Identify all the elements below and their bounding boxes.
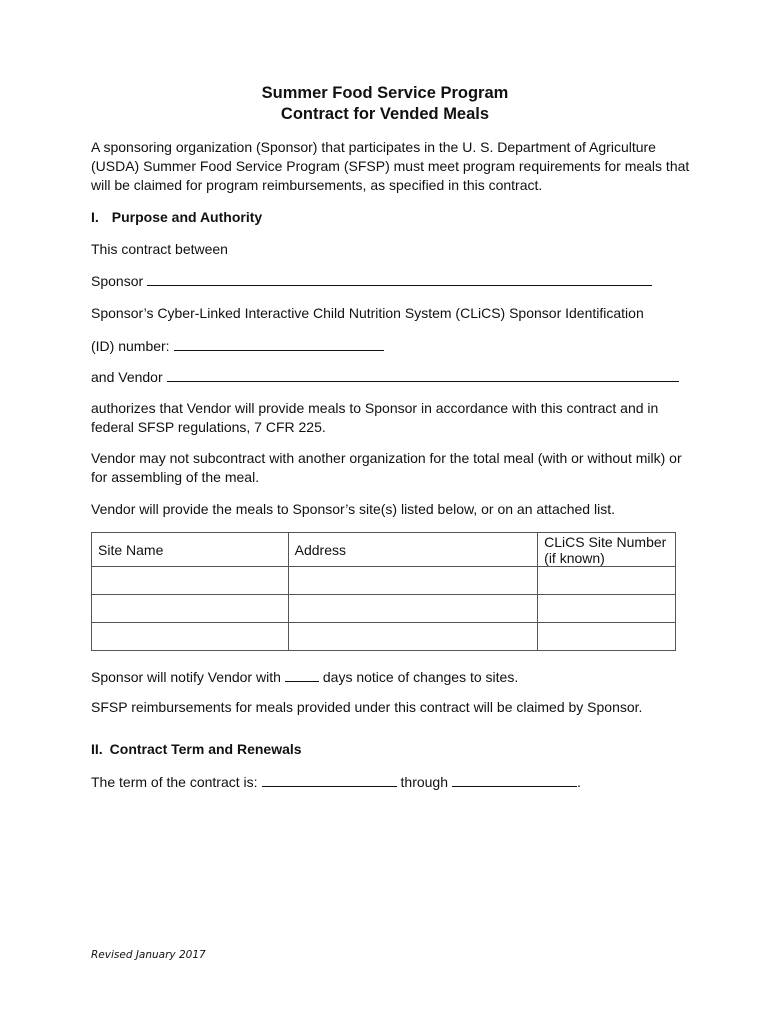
- contract-between-text: This contract between: [91, 241, 228, 257]
- section-1-heading: [91, 208, 691, 227]
- reimbursement-text: SFSP reimbursements for meals provided under this contract will be claimed by Sponsor.: [91, 699, 643, 715]
- address-cell[interactable]: [288, 623, 538, 651]
- document-title: Summer Food Service Program: [261, 84, 509, 102]
- section-2-title: Contract Term and Renewals: [109, 741, 302, 757]
- site-name-cell[interactable]: [92, 595, 289, 623]
- revision-footer: Revised January 2017: [91, 949, 206, 961]
- table-row: [92, 623, 676, 651]
- clics-number-cell[interactable]: [538, 623, 676, 651]
- notice-days-field[interactable]: [285, 667, 319, 682]
- term-line: [91, 772, 581, 792]
- section-1-number: I.: [91, 209, 99, 225]
- clics-number-cell[interactable]: [538, 567, 676, 595]
- site-name-cell[interactable]: [92, 623, 289, 651]
- sponsor-id-field[interactable]: [174, 336, 384, 351]
- section-2-number: II.: [91, 741, 103, 757]
- sites-intro-text: Vendor will provide the meals to Sponsor’s site(s) listed below, or on an attached list.: [91, 501, 615, 517]
- sponsor-label: Sponsor: [91, 273, 144, 289]
- site-name-cell[interactable]: [92, 567, 289, 595]
- header-clics-site-number: CLiCS Site Number (if known): [538, 533, 676, 567]
- notify-prefix: Sponsor will notify Vendor with: [91, 669, 281, 685]
- section-1-title: Purpose and Authority: [111, 209, 263, 225]
- term-through-label: through: [400, 774, 448, 790]
- header-site-name: Site Name: [92, 533, 289, 567]
- clics-text: Sponsor’s Cyber-Linked Interactive Child Nutrition System (CLiCS) Sponsor Identification: [91, 305, 644, 321]
- sponsor-id-label: (ID) number:: [91, 338, 170, 354]
- vendor-label: and Vendor: [91, 369, 163, 385]
- term-end-field[interactable]: [452, 772, 577, 787]
- sponsor-id-line: [91, 336, 384, 356]
- term-period: .: [577, 774, 581, 790]
- document-subtitle: Contract for Vended Meals: [280, 105, 490, 123]
- address-cell[interactable]: [288, 595, 538, 623]
- sites-table-header: [92, 533, 676, 567]
- authorizes-paragraph: authorizes that Vendor will provide meals to Sponsor in accordance with this contract and in federal SFSP regulations, 7 CFR 225.: [91, 400, 659, 435]
- term-label: The term of the contract is:: [91, 774, 258, 790]
- notify-suffix: days notice of changes to sites.: [322, 669, 519, 685]
- section-2-heading: [91, 740, 691, 759]
- address-cell[interactable]: [288, 567, 538, 595]
- subcontract-paragraph: Vendor may not subcontract with another organization for the total meal (with or without milk) or for assembling of the meal.: [91, 450, 682, 485]
- table-row: [92, 595, 676, 623]
- vendor-line: [91, 367, 679, 387]
- sponsor-line: [91, 271, 652, 291]
- header-address: Address: [288, 533, 538, 567]
- term-start-field[interactable]: [262, 772, 397, 787]
- table-row: [92, 567, 676, 595]
- clics-number-cell[interactable]: [538, 595, 676, 623]
- sponsor-name-field[interactable]: [147, 271, 652, 286]
- intro-paragraph: A sponsoring organization (Sponsor) that participates in the U. S. Department of Agriculture (USDA) Summer Food Service Program (SFSP) must meet program requirements for meals that will be claimed for program reimbursements, as specified in this contract.: [91, 139, 690, 193]
- notify-line: [91, 667, 518, 687]
- sites-table: [91, 532, 676, 651]
- vendor-name-field[interactable]: [167, 367, 679, 382]
